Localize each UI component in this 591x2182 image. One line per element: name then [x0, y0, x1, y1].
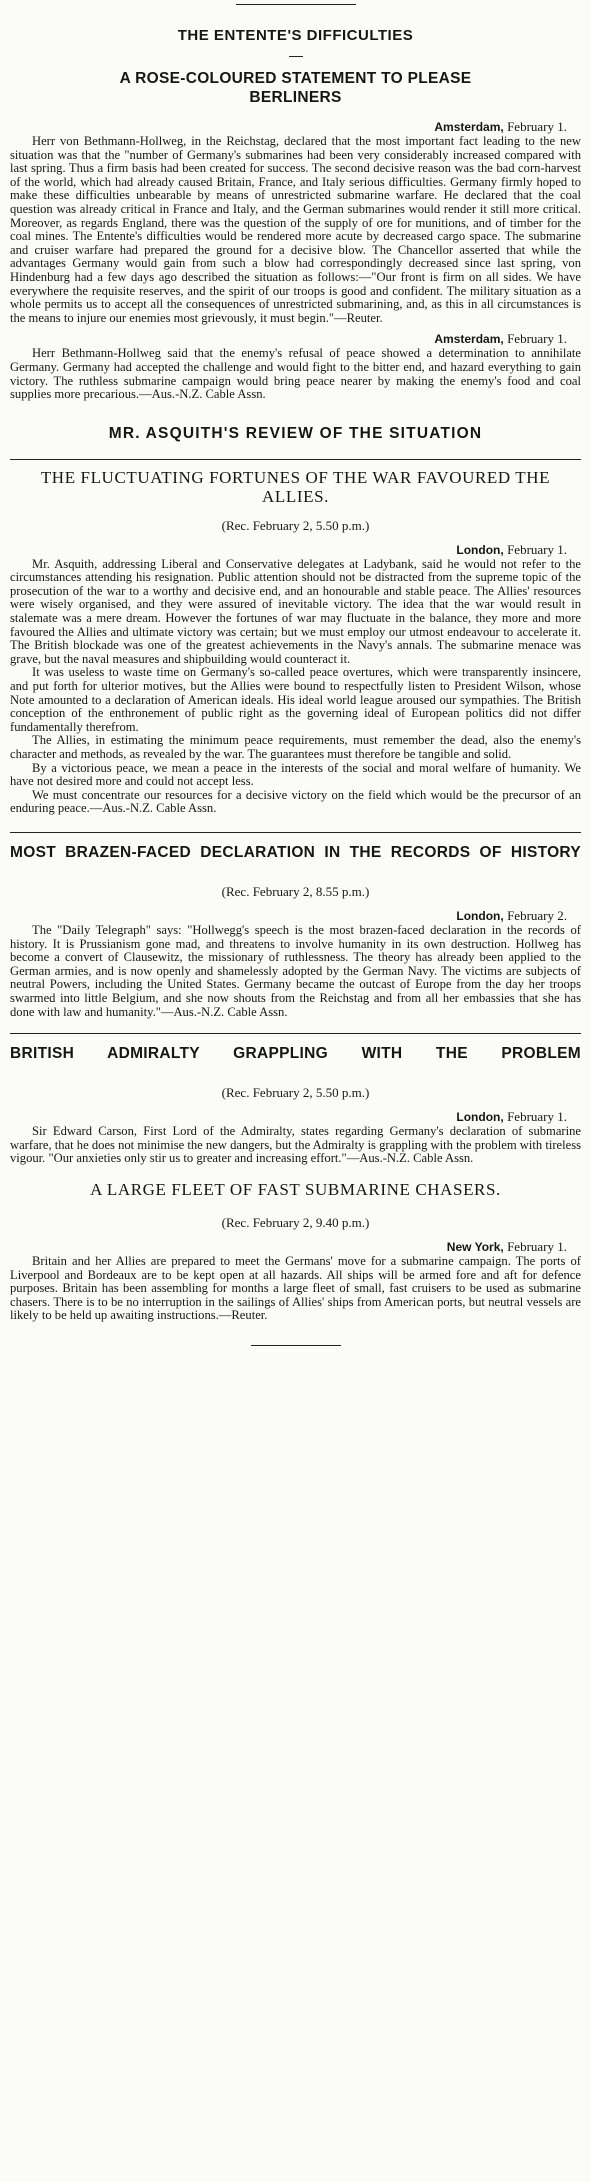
- top-rule: [236, 4, 356, 5]
- dateline-date: February 1.: [507, 119, 567, 134]
- article-headline: MOST BRAZEN-FACED DECLARATION IN THE RECORDS OF HISTORY: [10, 843, 581, 861]
- article-paragraph: Herr Bethmann-Hollweg said that the enemy's refusal of peace showed a determination to annihilate Germany. Germany had accepted the challenge and would fight to the bitter end, and hazard everything to gain victory. The ruthless submarine campaign would bring peace nearer by making the enemy's food and coal supplies more precarious.—Aus.-N.Z. Cable Assn.: [10, 346, 581, 402]
- article-paragraph: Sir Edward Carson, First Lord of the Admiralty, states regarding Germany's declaration of submarine warfare, that he does not minimise the new dangers, but the Admiralty is grappling with the problem with tireless vigour. "Our anxieties only stir us to greater and increasing effort."—Aus.-N.Z. Cable Assn.: [10, 1124, 581, 1166]
- dateline: [10, 1109, 567, 1125]
- article-brazen-faced-declaration: [10, 843, 581, 1019]
- section-divider: [10, 459, 581, 460]
- end-divider: [251, 1345, 341, 1346]
- article-paragraph: The Allies, in estimating the minimum peace requirements, must remember the dead, also the enemy's character and methods, as revealed by the war. The guarantees must therefore be tangible and solid.: [10, 733, 581, 761]
- dateline-place: Amsterdam,: [434, 332, 504, 347]
- dateline-place: Amsterdam,: [434, 120, 504, 134]
- article-paragraph: We must concentrate our resources for a decisive victory on the field which would be the precursor of an enduring peace.—Aus.-N.Z. Cable Assn.: [10, 787, 581, 816]
- dateline-date: February 1.: [507, 331, 567, 347]
- article-headline: BRITISH ADMIRALTY GRAPPLING WITH THE PROBLEM: [10, 1045, 581, 1063]
- article-paragraph: Britain and her Allies are prepared to meet the Germans' move for a submarine campaign. The ports of Liverpool and Bordeaux are to be kept open at all hazards. All ships will be armed fore and aft for defence purposes. Britain has been assembling for months a large fleet of small, fast cruisers to be used as submarine chasers. There is to be no interruption in the sailings of Allies' ships from American ports, but neutral vessels are likely to be held up awaiting instructions.—Reuter.: [10, 1253, 581, 1323]
- dateline-place: London,: [456, 1110, 504, 1125]
- article-paragraph: Mr. Asquith, addressing Liberal and Conservative delegates at Ladybank, said he would not refer to the circumstances attending his resignation. Public attention should not be distracted from the supreme topic of the prosecution of the war to a worthy and decisive end, and an honourable and stable peace. The Allies' resources were wisely organised, and they were assured of inevitable victory. The idea that the war would result in stalemate was a mere dream. However the fortunes of war may fluctuate in the balance, they more and more favoured the Allies and ultimate victory was certain; but we must employ our utmost endeavour to accelerate it. The British blockade was one of the greatest achievements in the Navy's annals. The submarine menace was grave, but the naval measures and shipbuilding would counteract it.: [10, 556, 581, 666]
- section-divider: [10, 1033, 581, 1034]
- dateline: [10, 908, 567, 924]
- page-title: THE ENTENTE'S DIFFICULTIES: [177, 27, 414, 44]
- article-paragraph: The "Daily Telegraph" says: "Hollwegg's speech is the most brazen-faced declaration in the records of history. It is Prussianism gone mad, and threatens to involve humanity in its own destruction. Hollweg has become a convert of Clausewitz, the missionary of ruthlessness. The theory has already been applied to the German armies, and is now openly and shamelessly adopted by the German Navy. The victims are subjects of neutral Powers, including the United States. Germany became the outcast of Europe from the day her troops swarmed into little Belgium, and she now shouts from the Reichstag and from all her embassies that she has done with law and humanity."—Aus.-N.Z. Cable Assn.: [10, 922, 581, 1019]
- received-time: (Rec. February 2, 5.50 p.m.): [221, 517, 370, 533]
- article-subheadline: THE FLUCTUATING FORTUNES OF THE WAR FAVOURED THE ALLIES.: [40, 467, 551, 506]
- dateline-place: London,: [456, 542, 504, 557]
- article-headline: MR. ASQUITH'S REVIEW OF THE SITUATION: [108, 424, 483, 442]
- received-time: (Rec. February 2, 9.40 p.m.): [221, 1214, 370, 1230]
- dateline-date: February 2.: [507, 907, 567, 923]
- article-asquith-review: [10, 424, 581, 816]
- dateline: [10, 119, 567, 135]
- dateline-date: February 1.: [507, 1238, 567, 1254]
- article-admiralty-grappling: [10, 1044, 581, 1166]
- dateline: [10, 331, 567, 347]
- received-time: (Rec. February 2, 8.55 p.m.): [221, 883, 370, 899]
- article-paragraph: It was useless to waste time on Germany's so-called peace overtures, which were transparently insincere, and put forth for ulterior motives, but the Allies were bound to respectfully listen to President Wilson, whose Note amounted to a declaration of American ideals. His ideal world league aroused our sympathies. The British conception of the enthronement of public right as the governing ideal of European politics did not differ fundamentally therefrom.: [10, 665, 581, 734]
- title-divider: [289, 56, 303, 57]
- article-headline: A LARGE FLEET OF FAST SUBMARINE CHASERS.: [90, 1179, 501, 1199]
- newspaper-page: [0, 4, 591, 1346]
- article-paragraph: Herr von Bethmann-Hollweg, in the Reichstag, declared that the most important fact leading to the new situation was that the "number of Germany's submarines had been very considerably increased compared with last spring. Thus a firm basis had been created for success. The second decisive reason was the bad corn-harvest of the world, which had already caused Britain, France, and Italy serious difficulties. Germany firmly hoped to make these difficulties unbearable by means of unrestricted submarine warfare. He declared that the coal question was already critical in France and Italy, and the German submarines would render it still more critical. Moreover, as regards England, there was the question of the supply of ore for munitions, and of timber for the coal mines. The Entente's difficulties would be rendered more acute by decreased cargo space. The submarine and cruiser warfare had prepared the ground for a decisive blow. The Chancellor asserted that while the advantages Germany would gain from such a blow had correspondingly decreased since last spring, von Hindenburg had a few days ago described the situation as follows:—"Our front is firm on all sides. We have everywhere the requisite reserves, and the spirit of our troops is good and confident. The military situation as a whole permits us to accept all the consequences of unrestricted submarining, and, as this in all circumstances is the means to injure our enemies most grievously, it must begin."—Reuter.: [10, 134, 581, 325]
- article-submarine-chasers: [10, 1180, 581, 1323]
- dateline-date: February 1.: [507, 541, 567, 557]
- dateline-place: New York,: [446, 1239, 504, 1254]
- dateline: [10, 542, 567, 558]
- article-headline: A ROSE-COLOURED STATEMENT TO PLEASE BERLINERS: [119, 70, 472, 106]
- dateline-place: London,: [456, 908, 504, 923]
- article-rose-coloured-statement: [10, 69, 581, 402]
- dateline: [10, 1239, 567, 1255]
- article-paragraph: By a victorious peace, we mean a peace in the interests of the social and moral welfare of humanity. We have not desired more and could not accept less.: [10, 760, 581, 789]
- section-divider: [10, 832, 581, 833]
- received-time: (Rec. February 2, 5.50 p.m.): [221, 1085, 370, 1101]
- dateline-date: February 1.: [507, 1109, 567, 1125]
